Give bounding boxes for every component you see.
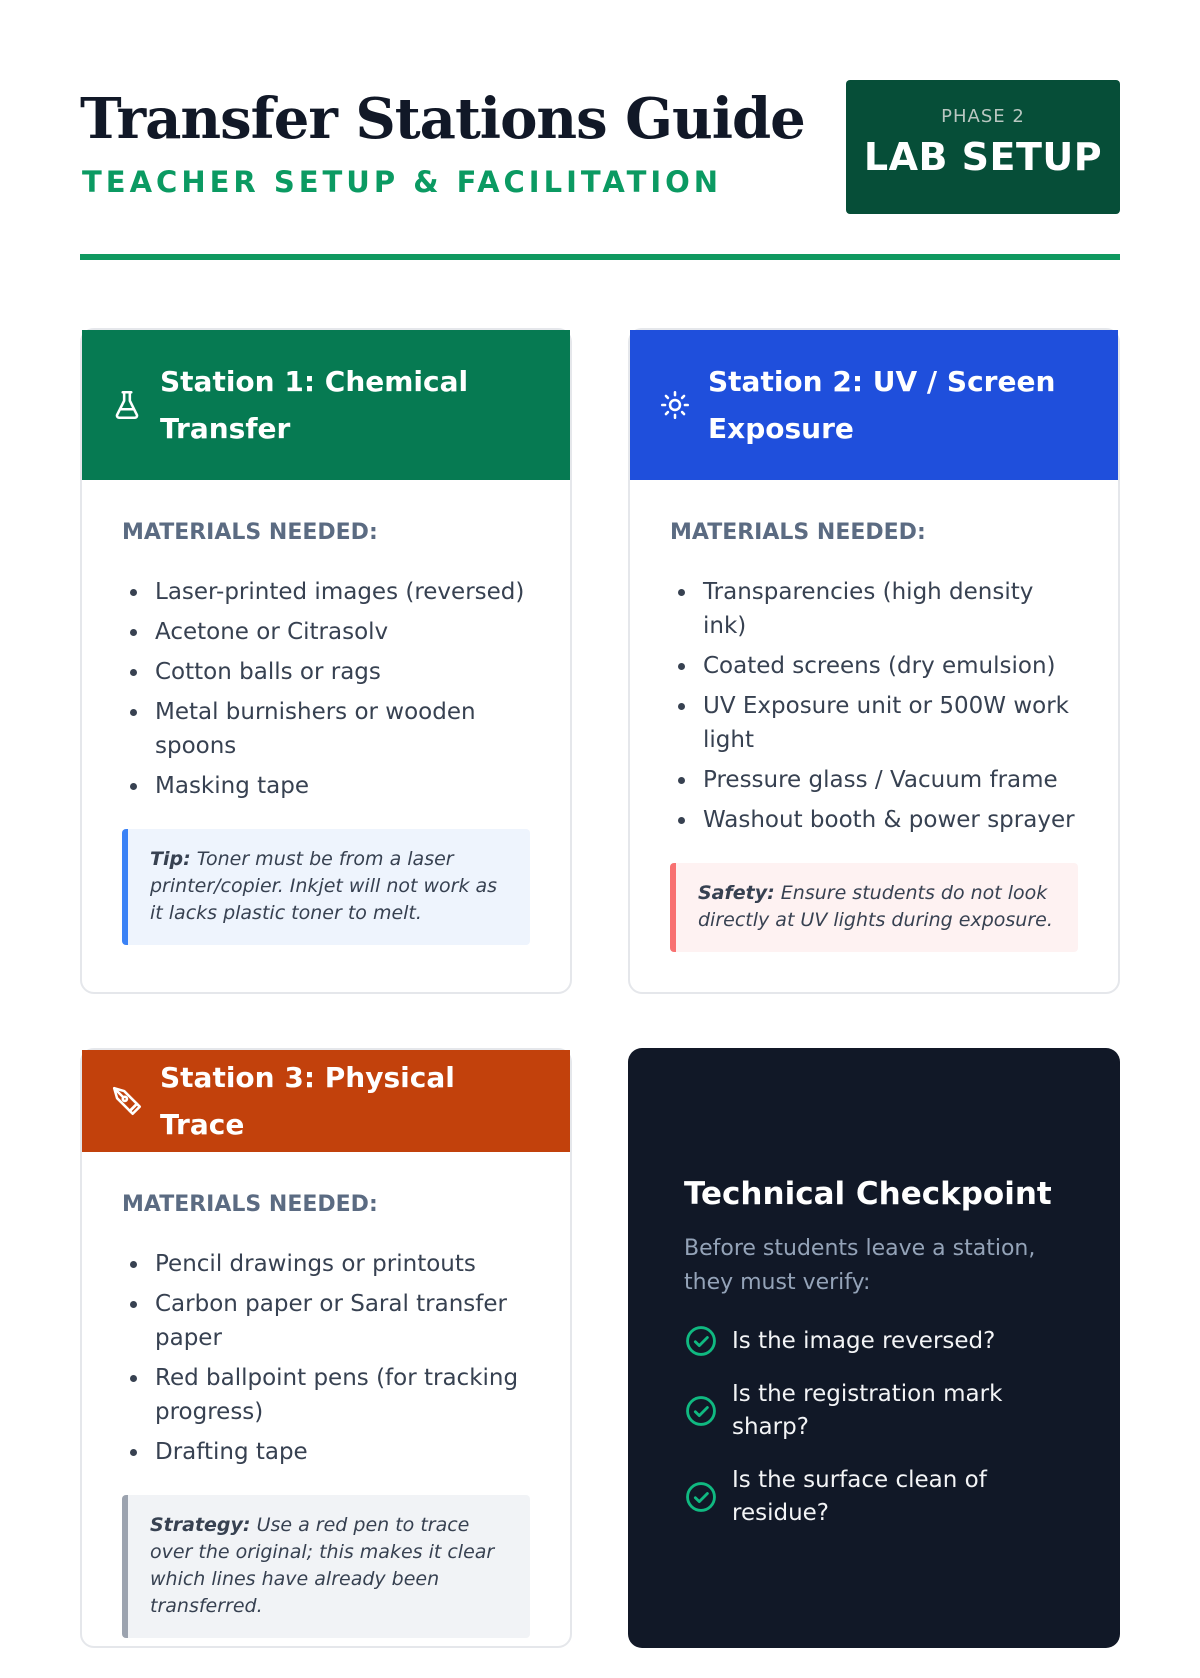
materials-list bbox=[670, 575, 1078, 837]
safety-note bbox=[670, 863, 1078, 952]
page-title: Transfer Stations Guide bbox=[80, 86, 805, 152]
materials-list bbox=[122, 1247, 530, 1469]
station-card-3 bbox=[80, 1048, 572, 1648]
list-item: Coated screens (dry emulsion) bbox=[670, 649, 1078, 683]
list-item: Metal burnishers or wooden spoons bbox=[122, 695, 530, 763]
note-label: Safety: bbox=[698, 882, 775, 904]
strategy-note bbox=[122, 1495, 530, 1638]
materials-label: MATERIALS NEEDED: bbox=[122, 520, 378, 545]
station-card-1 bbox=[80, 328, 572, 994]
checkpoint-text: Is the image reversed? bbox=[732, 1327, 996, 1354]
note-text: Use a red pen to trace over the original; this makes it clear which lines have already been transferred. bbox=[150, 1514, 495, 1617]
check-circle-icon bbox=[684, 1394, 718, 1428]
tip-note bbox=[122, 829, 530, 945]
checkpoint-list bbox=[684, 1324, 1064, 1530]
checkpoint-item bbox=[684, 1464, 1064, 1530]
checkpoint-title: Technical Checkpoint bbox=[684, 1176, 1052, 1212]
list-item: Drafting tape bbox=[122, 1435, 530, 1469]
materials-label: MATERIALS NEEDED: bbox=[122, 1192, 378, 1217]
checkpoint-item bbox=[684, 1324, 1064, 1358]
pen-nib-icon bbox=[110, 1084, 144, 1118]
header-divider bbox=[80, 254, 1120, 260]
checkpoint-card bbox=[628, 1048, 1120, 1648]
list-item: Laser-printed images (reversed) bbox=[122, 575, 530, 609]
flask-icon bbox=[110, 388, 144, 422]
station-title: Station 3: Physical Trace bbox=[160, 1061, 455, 1141]
list-item: Pencil drawings or printouts bbox=[122, 1247, 530, 1281]
station-title: Station 2: UV / Screen Exposure bbox=[708, 365, 1056, 445]
check-circle-icon bbox=[684, 1324, 718, 1358]
phase-badge bbox=[846, 80, 1120, 214]
check-circle-icon bbox=[684, 1480, 718, 1514]
station-card-2 bbox=[628, 328, 1120, 994]
station-body bbox=[630, 480, 1118, 992]
checkpoint-item bbox=[684, 1378, 1064, 1444]
list-item: Red ballpoint pens (for tracking progress) bbox=[122, 1361, 530, 1429]
station-body bbox=[82, 480, 570, 985]
checkpoint-intro: Before students leave a station, they must verify: bbox=[684, 1236, 1036, 1295]
materials-list bbox=[122, 575, 530, 803]
phase-title: LAB SETUP bbox=[863, 135, 1103, 179]
sun-icon bbox=[658, 388, 692, 422]
list-item: Transparencies (high density ink) bbox=[670, 575, 1078, 643]
list-item: Washout booth & power sprayer bbox=[670, 803, 1078, 837]
list-item: Cotton balls or rags bbox=[122, 655, 530, 689]
list-item: Pressure glass / Vacuum frame bbox=[670, 763, 1078, 797]
list-item: UV Exposure unit or 500W work light bbox=[670, 689, 1078, 757]
note-label: Strategy: bbox=[150, 1514, 251, 1536]
phase-label: PHASE 2 bbox=[941, 106, 1025, 127]
station-header bbox=[82, 330, 570, 480]
list-item: Carbon paper or Saral transfer paper bbox=[122, 1287, 530, 1355]
note-text: Ensure students do not look directly at UV lights during exposure. bbox=[698, 882, 1053, 931]
page-subtitle: TEACHER SETUP & FACILITATION bbox=[82, 165, 723, 199]
checkpoint-text: Is the registration mark sharp? bbox=[732, 1381, 1003, 1440]
checkpoint-text: Is the surface clean of residue? bbox=[732, 1467, 987, 1526]
note-text: Toner must be from a laser printer/copier. Inkjet will not work as it lacks plastic toner to melt. bbox=[150, 848, 498, 924]
station-header bbox=[630, 330, 1118, 480]
list-item: Acetone or Citrasolv bbox=[122, 615, 530, 649]
station-title: Station 1: Chemical Transfer bbox=[160, 365, 469, 445]
note-label: Tip: bbox=[150, 848, 191, 870]
list-item: Masking tape bbox=[122, 769, 530, 803]
station-header bbox=[82, 1050, 570, 1152]
station-body bbox=[82, 1152, 570, 1678]
materials-label: MATERIALS NEEDED: bbox=[670, 520, 926, 545]
